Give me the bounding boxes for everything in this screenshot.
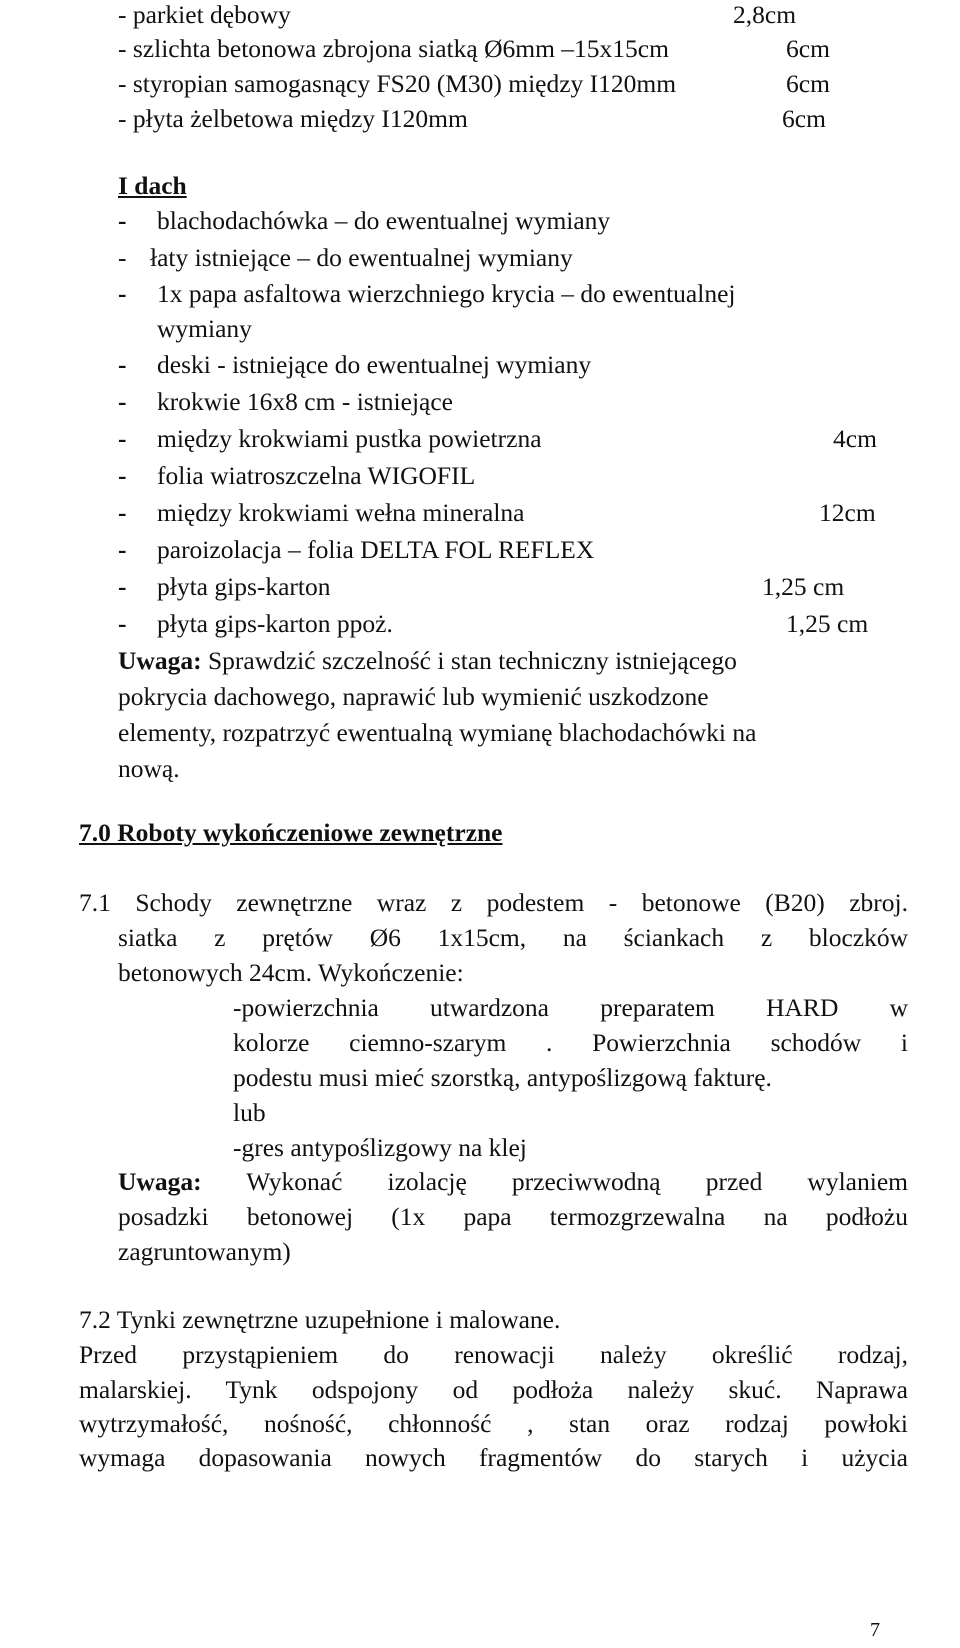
roof-layer-text: łaty istniejące – do ewentualnej wymiany [150, 243, 573, 272]
roof-layer-text: 1x papa asfaltowa wierzchniego krycia – do ewentualnej [157, 279, 736, 308]
finish-option-line: -powierzchnia utwardzona preparatem HARD w [233, 993, 908, 1022]
list-dash: - [118, 498, 127, 527]
note-text: Wykonać izolację przeciwwodną przed wylaniem [201, 1167, 908, 1196]
layer-text: - parkiet dębowy [118, 0, 291, 29]
item-7-1-note-line: posadzki betonowej (1x papa termozgrzewalna na podłożu [118, 1202, 908, 1231]
note-label: Uwaga: [118, 646, 202, 675]
item-7-2-heading: 7.2 Tynki zewnętrzne uzupełnione i malowane. [79, 1305, 561, 1334]
roof-layer-text: paroizolacja – folia DELTA FOL REFLEX [157, 535, 595, 564]
note-text: Sprawdzić szczelność i stan techniczny istniejącego [201, 646, 737, 675]
list-dash: - [118, 461, 127, 490]
layer-text: - szlichta betonowa zbrojona siatką Ø6mm –15x15cm [118, 34, 669, 63]
item-7-2-line: wymaga dopasowania nowych fragmentów do starych i użycia [79, 1443, 908, 1472]
note-label: Uwaga: [118, 1167, 202, 1196]
roof-note-line [118, 643, 737, 679]
item-7-2-line: Przed przystąpieniem do renowacji należy określić rodzaj, [79, 1340, 908, 1369]
list-dash: - [118, 350, 127, 379]
item-7-1-note-line [118, 1164, 908, 1200]
item-7-2-line: malarskiej. Tynk odspojony od podłoża należy skuć. Naprawa [79, 1375, 908, 1404]
list-dash: - [118, 572, 127, 601]
roof-layer-thickness: 1,25 cm [786, 609, 869, 638]
roof-layer-text: wymiany [157, 314, 252, 343]
layer-thickness: 6cm [786, 69, 830, 98]
layer-text: - styropian samogasnący FS20 (M30) między I120mm [118, 69, 677, 98]
roof-layer-text: deski - istniejące do ewentualnej wymiany [157, 350, 592, 379]
finish-option-or: lub [233, 1098, 266, 1127]
layer-text: - płyta żelbetowa między I120mm [118, 104, 468, 133]
roof-layer-text: płyta gips-karton ppoż. [157, 609, 393, 638]
finish-option-line: podestu musi mieć szorstką, antypoślizgową fakturę. [233, 1063, 772, 1092]
roof-layer-text: między krokwiami wełna mineralna [157, 498, 525, 527]
list-dash: - [118, 387, 127, 416]
roof-layer-text: płyta gips-karton [157, 572, 331, 601]
roof-note-line: nową. [118, 754, 180, 783]
roof-note-line: elementy, rozpatrzyć ewentualną wymianę blachodachówki na [118, 718, 757, 747]
roof-layer-thickness: 12cm [819, 498, 876, 527]
roof-layer-text: krokwie 16x8 cm - istniejące [157, 387, 453, 416]
list-dash: - [118, 424, 127, 453]
roof-layer-text: blachodachówka – do ewentualnej wymiany [157, 206, 611, 235]
page-number: 7 [870, 1619, 880, 1641]
list-dash: - [118, 279, 127, 308]
roof-layer-thickness: 1,25 cm [762, 572, 845, 601]
layer-thickness: 6cm [786, 34, 830, 63]
list-dash: - [118, 535, 127, 564]
item-7-1-heading: 7.1 Schody zewnętrzne wraz z podestem - betonowe (B20) zbroj. [79, 888, 908, 917]
roof-note-line: pokrycia dachowego, naprawić lub wymienić uszkodzone [118, 682, 709, 711]
roof-layer-text: między krokwiami pustka powietrzna [157, 424, 542, 453]
finish-option-line: kolorze ciemno-szarym . Powierzchnia schodów i [233, 1028, 908, 1057]
finish-option-line: -gres antypoślizgowy na klej [233, 1133, 527, 1162]
item-7-1-note-line: zagruntowanym) [118, 1237, 291, 1266]
layer-thickness: 2,8cm [733, 0, 797, 29]
list-dash: - [118, 243, 127, 272]
item-7-2-line: wytrzymałość, nośność, chłonność , stan oraz rodzaj powłoki [79, 1409, 908, 1438]
list-dash: - [118, 206, 127, 235]
list-dash: - [118, 609, 127, 638]
roof-layer-text: folia wiatroszczelna WIGOFIL [157, 461, 476, 490]
section-heading-7: 7.0 Roboty wykończeniowe zewnętrzne [79, 818, 503, 847]
section-heading-roof: I dach [118, 171, 187, 200]
item-7-1-line: betonowych 24cm. Wykończenie: [118, 958, 464, 987]
roof-layer-thickness: 4cm [833, 424, 877, 453]
layer-thickness: 6cm [782, 104, 826, 133]
item-7-1-line: siatka z prętów Ø6 1x15cm, na ściankach z bloczków [118, 923, 908, 952]
